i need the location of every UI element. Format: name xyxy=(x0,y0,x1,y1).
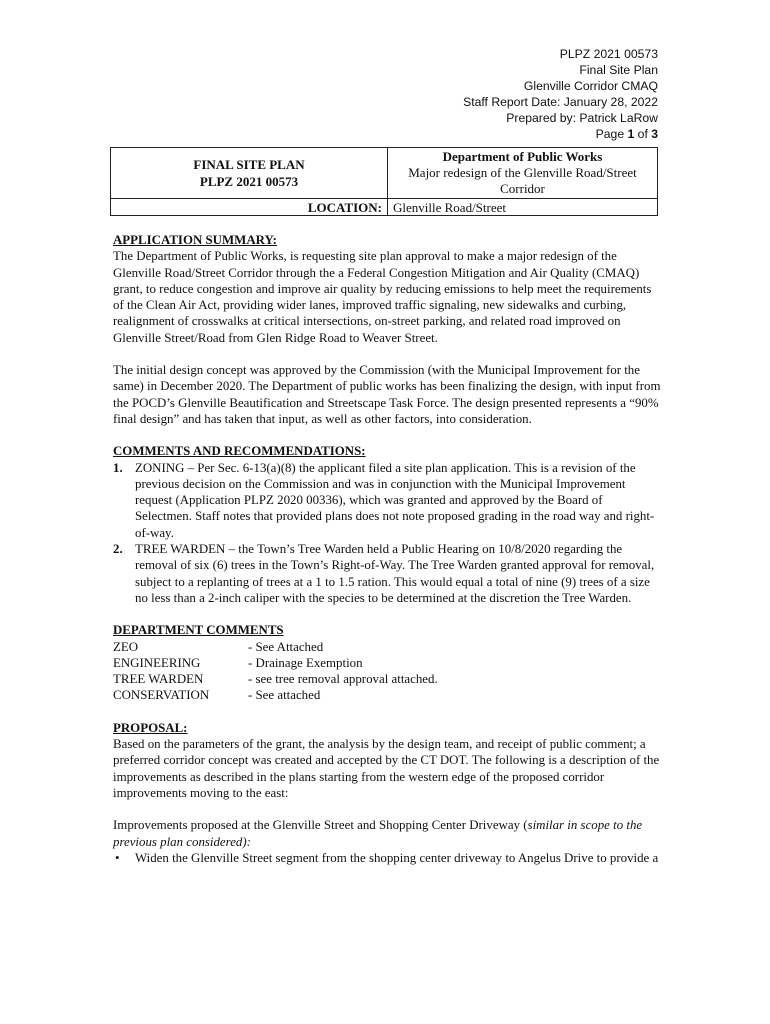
proposal-heading: PROPOSAL: xyxy=(113,720,188,735)
application-summary-paragraph-1: The Department of Public Works, is requesting site plan approval to make a major redesign of the Glenville Road/Street Corridor through the a Federal Congestion Mitigation and Air Quality (CMAQ) grant, to reduce congestion and improve air quality by reducing emissions to help meet the requirements of the Clean Air Act, providing wider lanes, improved traffic signaling, new sidewalks and curbing, realignment of crosswalks at critical intersections, on-street parking, and related road improved on Glenville Street/Road from Glen Ridge Road to Weaver Street. xyxy=(113,249,652,345)
report-date: Staff Report Date: January 28, 2022 xyxy=(463,95,658,109)
improvement-text: Widen the Glenville Street segment from the shopping center driveway to Angelus Drive to provide a xyxy=(135,850,659,865)
plan-title-cell xyxy=(111,148,388,199)
comment-text: TREE WARDEN – the Town’s Tree Warden held a Public Hearing on 10/8/2020 regarding the removal of six (6) trees in the Town’s Right-of-Way. The Tree Warden granted approval for removal, subject to a replanting of trees at a 1 to 1.5 ration. This would equal a total of nine (9) trees of a size no less than a 2-inch caliper with the species to be determined at the discretion the Tree Warden. xyxy=(135,542,655,605)
improvement-item xyxy=(113,850,661,866)
page-total: 3 xyxy=(651,127,658,141)
page-prefix: Page xyxy=(595,127,628,141)
department-name: ENGINEERING xyxy=(113,655,201,670)
info-table xyxy=(110,147,658,216)
department-note: - See attached xyxy=(248,688,321,703)
project-description: Major redesign of the Glenville Road/Street Corridor xyxy=(408,165,637,196)
proposal-paragraph: Based on the parameters of the grant, the analysis by the design team, and receipt of public comment; a preferred corridor concept was created and accepted by the CT DOT. The following is a description of the improvements as described in the plans starting from the western edge of the proposed corridor improvements moving to the east: xyxy=(113,737,660,800)
improvements-intro-text: Improvements proposed at the Glenville Street and Shopping Center Driveway ( xyxy=(113,818,528,833)
department-note: - See Attached xyxy=(248,639,324,654)
bullet-icon: • xyxy=(115,850,120,865)
location-value: Glenville Road/Street xyxy=(388,199,658,216)
improvements-intro-italic: similar in scope to the previous plan considered): xyxy=(113,818,643,849)
department-note: - Drainage Exemption xyxy=(248,655,363,670)
plan-title-line2: PLPZ 2021 00573 xyxy=(199,174,299,189)
department-name: CONSERVATION xyxy=(113,688,210,703)
department-row xyxy=(113,639,661,655)
department-name: TREE WARDEN xyxy=(113,672,204,687)
applicant-name: Department of Public Works xyxy=(442,149,603,164)
department-row xyxy=(113,655,661,671)
report-header xyxy=(463,46,658,142)
department-note: - see tree removal approval attached. xyxy=(248,672,438,687)
plan-title-line1: FINAL SITE PLAN xyxy=(193,157,305,172)
report-body xyxy=(113,232,661,866)
project-name: Glenville Corridor CMAQ xyxy=(523,79,658,93)
page-current: 1 xyxy=(627,127,635,141)
department-comments-heading: DEPARTMENT COMMENTS xyxy=(113,623,284,638)
application-summary-heading: APPLICATION SUMMARY: xyxy=(113,233,277,247)
prepared-by: Prepared by: Patrick LaRow xyxy=(506,111,658,125)
comment-item xyxy=(113,541,661,606)
location-label: LOCATION: xyxy=(111,199,388,216)
department-row xyxy=(113,671,661,687)
comments-list xyxy=(113,460,661,607)
improvements-list xyxy=(113,850,661,866)
improvements-intro xyxy=(113,817,661,850)
page-of: of xyxy=(634,127,652,141)
case-number: PLPZ 2021 00573 xyxy=(559,47,658,61)
page-indicator xyxy=(463,126,658,142)
comments-heading: COMMENTS AND RECOMMENDATIONS: xyxy=(113,444,366,459)
department-row xyxy=(113,687,661,703)
plan-type: Final Site Plan xyxy=(579,63,658,77)
comment-number: 1. xyxy=(113,460,123,475)
comment-text: ZONING – Per Sec. 6-13(a)(8) the applicant filed a site plan application. This is a revision of the previous decision on the Commission and was in conjunction with the Municipal Improvement request (Application PLPZ 2020 00336), which was granted and approved by the Board of Selectmen. Staff notes that provided plans does not note proposed grading in the road way and right-of-way. xyxy=(135,460,655,540)
department-comments-list xyxy=(113,639,661,704)
application-summary-paragraph-2: The initial design concept was approved by the Commission (with the Municipal Improvement for the same) in December 2020. The Department of public works has been finalizing the design, with input from the POCD’s Glenville Beautification and Streetscape Task Force. The design presented represents a “90% final design” and has taken that input, as well as other factors, into consideration. xyxy=(113,363,661,426)
department-name: ZEO xyxy=(113,639,139,654)
applicant-cell xyxy=(388,148,658,199)
comment-item xyxy=(113,460,661,541)
comment-number: 2. xyxy=(113,542,123,557)
